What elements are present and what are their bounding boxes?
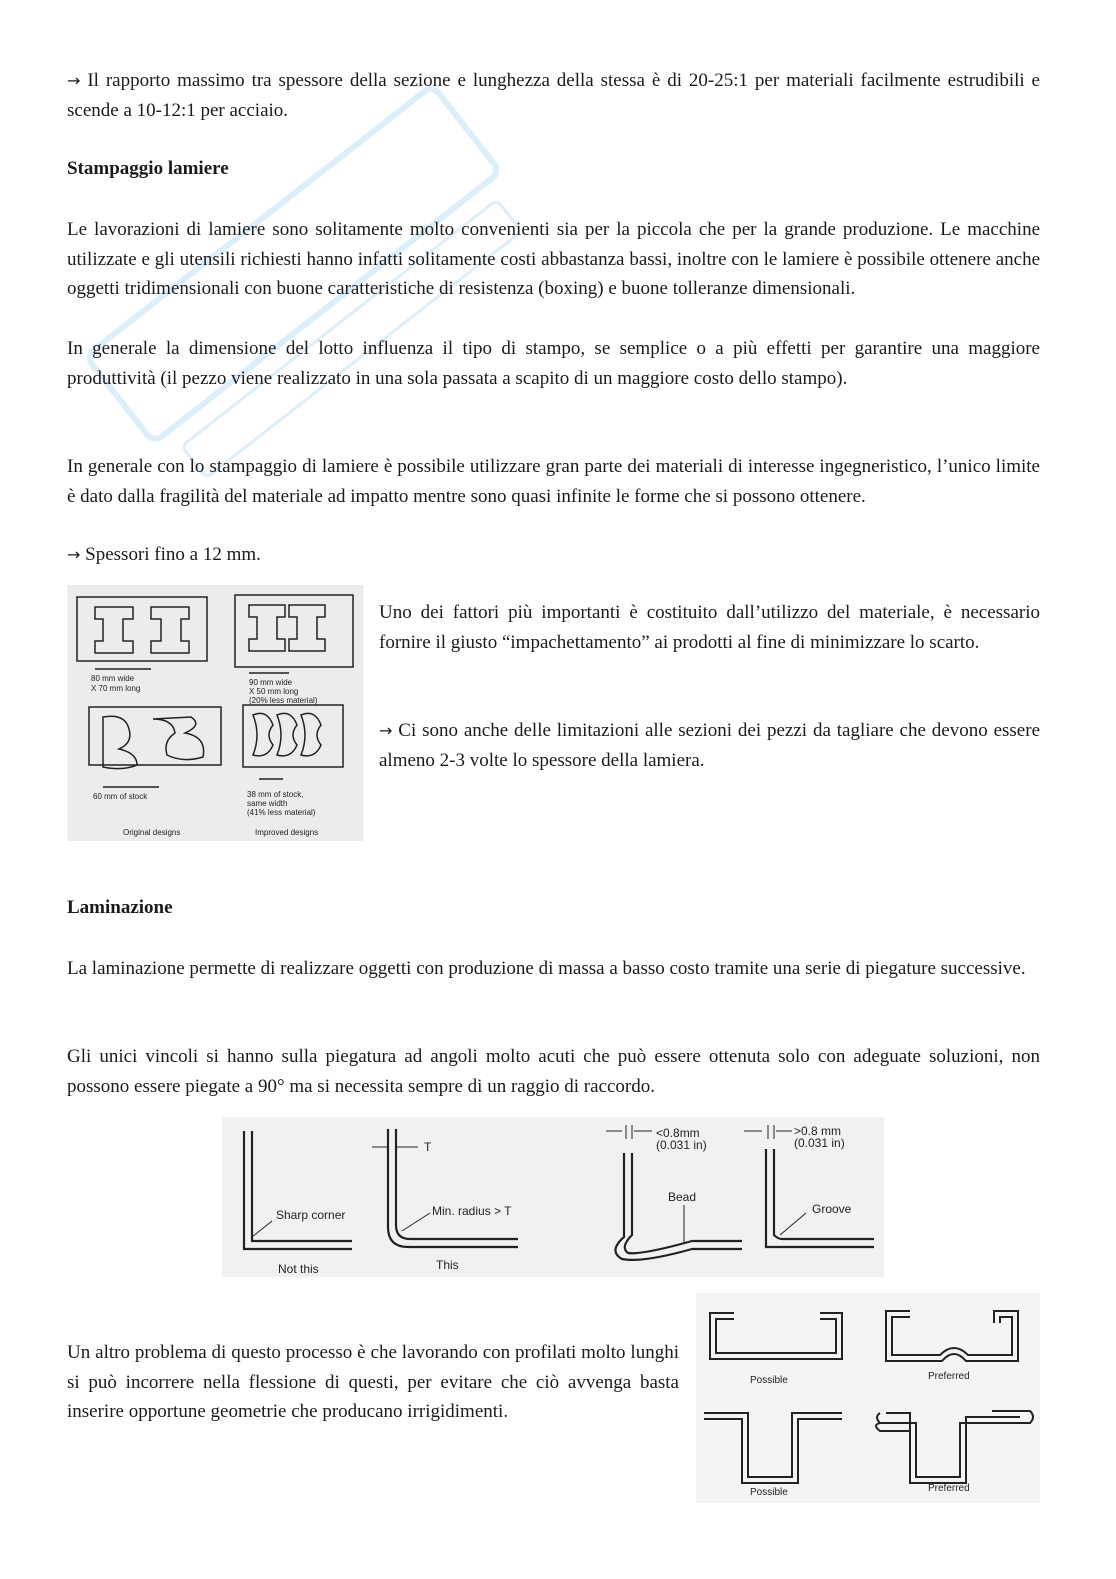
label-not-this: Not this (278, 1262, 319, 1276)
label-groove-dim: >0.8 mm (794, 1124, 842, 1138)
section-title-stampaggio: Stampaggio lamiere (67, 158, 229, 179)
thickness-text: Spessori fino a 12 mm. (80, 544, 261, 565)
nesting-label-a: 80 mm wide (91, 674, 135, 683)
laminazione-paragraph-3: Un altro problema di questo processo è che lavorando con profilati molto lunghi si può incorrere nella flessione di questi, per evitare che ciò avvenga basta inserire opportune geometrie che producano irrigidimenti. (67, 1342, 679, 1422)
label-min-radius: Min. radius > T (432, 1204, 512, 1218)
laminazione-paragraph-2: Gli unici vincoli si hanno sulla piegatura ad angoli molto acuti che può essere ottenuta solo con adeguate soluzioni, non possono essere piegate a 90° ma si necessita sempre di un raggio di raccordo. (67, 1046, 1040, 1097)
label-sharp-corner: Sharp corner (276, 1208, 346, 1222)
nesting-side-paragraph-1: Uno dei fattori più importanti è costituito dall’utilizzo del materiale, è necessario fornire il giusto “impachettamento” ai prodotti al fine di minimizzare lo scarto. (379, 602, 1040, 653)
label-groove: Groove (812, 1202, 852, 1216)
label-groove-dim-in: (0.031 in) (794, 1136, 845, 1150)
nesting-label-c: 60 mm of stock (93, 792, 148, 801)
label-this: This (436, 1258, 459, 1272)
nesting-side-paragraph-2 (379, 716, 1040, 775)
label-possible-1: Possible (750, 1375, 788, 1386)
nesting-label-b3: (20% less material) (249, 696, 318, 705)
stampaggio-paragraph-2: In generale la dimensione del lotto influenza il tipo di stampo, se semplice o a più effetti per garantire una maggiore produttività (il pezzo viene realizzato in una sola passata a scapito di un maggiore costo dello stampo). (67, 338, 1040, 389)
laminazione-paragraph-1: La laminazione permette di realizzare oggetti con produzione di massa a basso costo tramite una serie di piegature successive. (67, 958, 1026, 979)
nesting-caption-right: Improved designs (255, 828, 319, 837)
nesting-label-d: 38 mm of stock, (247, 790, 304, 799)
nesting-label-a2: X 70 mm long (91, 684, 141, 693)
nesting-label-b2: X 50 mm long (249, 687, 299, 696)
arrow-icon: → (67, 71, 81, 90)
intro-text: Il rapporto massimo tra spessore della sezione e lunghezza della stessa è di 20-25:1 per materiali facilmente estrudibili e scende a 10-12:1 per acciaio. (67, 70, 1040, 121)
nesting-label-d2: same width (247, 799, 288, 808)
nesting-label-d3: (41% less material) (247, 808, 316, 817)
nesting-side-text: Ci sono anche delle limitazioni alle sezioni dei pezzi da tagliare che devono essere almeno 2-3 volte lo spessore della lamiera. (379, 720, 1040, 771)
label-bead: Bead (668, 1190, 697, 1204)
arrow-icon: → (379, 721, 393, 740)
label-preferred-2: Preferred (928, 1483, 970, 1494)
bend-radius-figure (222, 1117, 884, 1277)
label-preferred-1: Preferred (928, 1371, 970, 1382)
label-t: T (424, 1140, 432, 1154)
nesting-caption-left: Original designs (123, 828, 181, 837)
label-bead-dim-in: (0.031 in) (656, 1138, 707, 1152)
label-possible-2: Possible (750, 1487, 788, 1498)
intro-paragraph (67, 66, 1040, 125)
stampaggio-paragraph-4 (67, 540, 1040, 570)
section-title-laminazione: Laminazione (67, 897, 173, 918)
profile-stiffening-figure (696, 1293, 1040, 1503)
arrow-icon: → (67, 545, 81, 564)
nesting-label-b: 90 mm wide (249, 678, 293, 687)
nesting-figure (67, 585, 363, 841)
stampaggio-paragraph-1: Le lavorazioni di lamiere sono solitamente molto convenienti sia per la piccola che per la grande produzione. Le macchine utilizzate e gli utensili richiesti hanno infatti solitamente costi abbastanza bassi, inoltre con le lamiere è possibile ottenere anche oggetti tridimensionali con buone caratteristiche di resistenza (boxing) e buone tolleranze dimensionali. (67, 219, 1040, 299)
label-bead-dim: <0.8mm (656, 1126, 700, 1140)
stampaggio-paragraph-3: In generale con lo stampaggio di lamiere è possibile utilizzare gran parte dei materiali di interesse ingegneristico, l’unico limite è dato dalla fragilità del materiale ad impatto mentre sono quasi infinite le forme che si possono ottenere. (67, 456, 1040, 507)
